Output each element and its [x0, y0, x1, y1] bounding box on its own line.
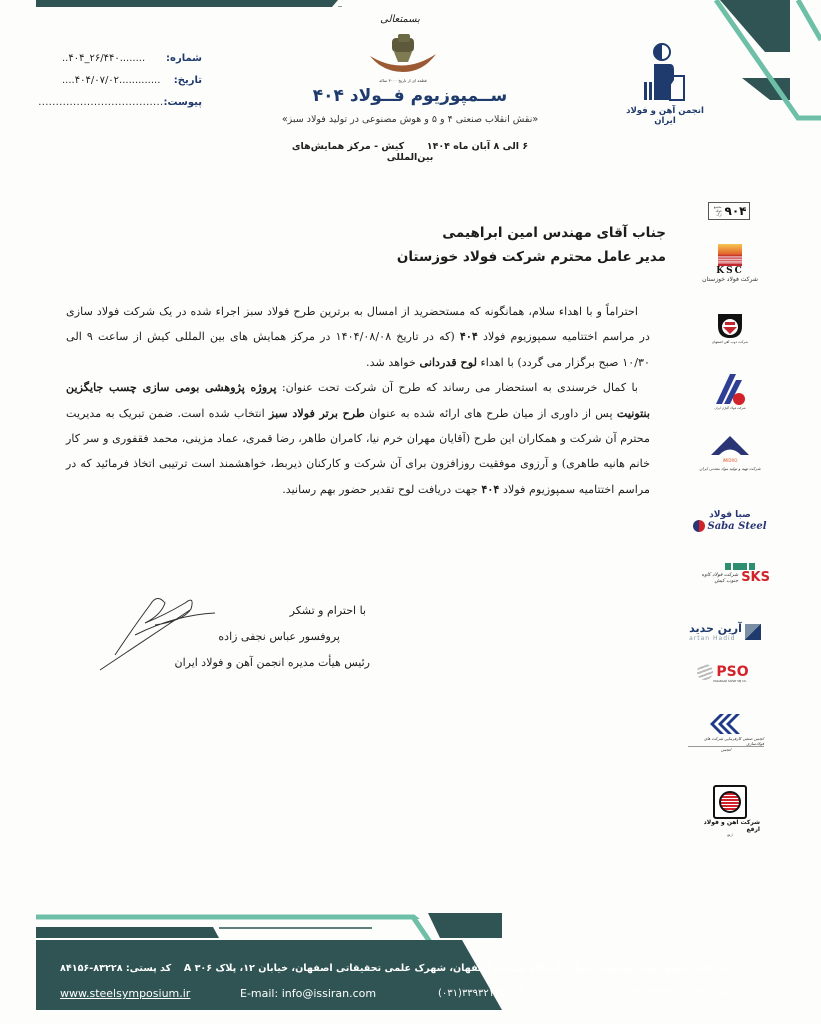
p2-text-c: پس از داوری از میان طرح های ارائه شده به عنوان	[364, 406, 617, 420]
signature-block	[160, 598, 370, 676]
emblem-logo	[368, 32, 438, 83]
sponsor-logo-artan	[680, 622, 770, 642]
sponsor-arfa-name: ارفع	[727, 833, 733, 837]
letter-meta	[38, 48, 202, 114]
footer-postal: کد پستی: ۸۳۲۲۸-۸۴۱۵۶	[60, 963, 172, 974]
symposium-date-venue	[270, 141, 550, 163]
date-label: تاریخ:	[173, 75, 202, 86]
sponsor-1-name: ۹۰۴	[724, 204, 747, 218]
sponsor-saba-name: Saba Steel	[707, 520, 767, 532]
svg-text:IMIDRO: IMIDRO	[722, 458, 738, 463]
sponsor-logo-sks	[690, 563, 770, 585]
sponsor-imidro-caption: شرکت تهیه و تولید مواد معدنی ایران	[699, 466, 761, 471]
letter-body	[66, 299, 650, 502]
closing: با احترام و تشکر	[289, 604, 366, 617]
sponsor-logo-association	[688, 712, 764, 752]
sponsor-saba-caption: صبا فولاد	[709, 510, 751, 520]
sponsor-logo-arfa	[700, 785, 760, 837]
footer-phone: تلفن: ۲۴-۳۳۹۳۲۱۲۱(۰۳۱)	[624, 988, 731, 999]
footer-fax: دورنگار: ۳۳۹۳۲۱۲۵(۰۳۱)	[438, 988, 542, 999]
sponsor-1-caption: مجتمع فولاد ارگ	[713, 205, 722, 217]
attachment-label: پیوست:	[163, 97, 202, 108]
footer-website-link[interactable]: www.steelsymposium.ir	[60, 987, 191, 1000]
iisa-logo	[640, 42, 690, 104]
p1-text-e: خواهد شد.	[366, 355, 420, 369]
sks-arrows-icon	[725, 563, 755, 570]
symposium-subtitle: «نقش انقلاب صنعتی ۴ و ۵ و هوش مصنوعی در تولید فولاد سبز»	[281, 114, 539, 125]
esfahan-emblem-icon	[716, 310, 744, 340]
sponsor-logo-1	[704, 202, 754, 220]
association-chevrons-icon	[706, 712, 746, 736]
alloy-steel-icon	[712, 372, 748, 406]
p2-text-b: پروژه پژوهشی بومی سازی چسب جایگزین بنتونیت	[66, 380, 650, 420]
sponsor-logo-imidro	[695, 436, 765, 471]
p2-text-e: انتخاب شده است. ضمن تبریک به مدیریت محترم آن شرکت و همکاران این طرح (آقایان مهران خرم نیا، کامران طاهر، رضا قمری، عماد مزینی، محمد فقفوری و سر کار خانم هانیه طاهری) و آرزوی موفقیت روزافزون برای آن شرکت و کارکنان ذیربط، خواهشمند است ترتیبی اتخاذ فرمائید که در مراسم اختتامیه سمپوزیوم فولاد	[66, 406, 650, 496]
sponsor-logo-ksc	[700, 244, 760, 283]
sponsor-ksc-caption: شرکت فولاد خوزستان	[702, 276, 758, 283]
header-stripe	[36, 0, 338, 7]
paragraph-2	[66, 375, 650, 502]
footer-email[interactable]: E-mail: info@issiran.com	[240, 987, 377, 1000]
sponsor-pso-caption: PASARGAD SAMAT SEJ CO.	[713, 680, 747, 683]
addressee-name: جناب آقای مهندس امین ابراهیمی	[442, 225, 666, 241]
p2-text-f: ۴۰۴	[481, 481, 500, 496]
p1-text-a: احتراماً و با اهداء سلام، همانگونه که مستحضرید از امسال به برترین طرح فولاد سبز اجراء شده در یک شرکت فولاد سازی در مراسم اختتامیه سمپوزیوم فولاد	[66, 305, 650, 344]
imidro-icon	[711, 436, 749, 466]
number-label: شماره:	[166, 53, 202, 64]
signer-title: رئیس هیأت مدیره انجمن آهن و فولاد ایران	[174, 656, 370, 669]
p2-text-a: با کمال خرسندی به استحضار می رساند که طرح آن شرکت تحت عنوان:	[276, 381, 639, 395]
sponsor-logo-saba	[690, 510, 770, 532]
date-value: ....۴۰۴/۰۷/۰۲.............	[62, 75, 161, 86]
addressee	[397, 221, 666, 269]
sponsor-artan-caption: artan Hadid	[689, 635, 736, 642]
attachment-value: ....................................	[38, 97, 164, 108]
arfa-emblem-icon	[713, 785, 747, 819]
sponsor-esfahan-caption: شرکت ذوب آهن اصفهان	[711, 340, 749, 344]
sponsor-logo-pso	[683, 664, 763, 683]
symposium-venue: کیش - مرکز همایش‌های بین‌المللی	[291, 141, 434, 163]
sponsor-artan-name: آرین حدید	[689, 622, 742, 635]
p1-text-d: لوح قدردانی	[419, 354, 477, 369]
org-name: انجمن آهن و فولاد ایران	[626, 106, 704, 126]
artan-square-icon	[745, 624, 761, 640]
meta-attachment	[38, 92, 202, 114]
symposium-date: ۶ الی ۸ آبان ماه ۱۴۰۴	[426, 141, 529, 152]
sponsor-sks-name: SKS	[741, 570, 770, 585]
meta-date	[62, 70, 202, 92]
sponsor-ksc-name: KSC	[716, 266, 744, 276]
sponsor-association-name: انجمن	[720, 747, 732, 752]
addressee-title: مدیر عامل محترم شرکت فولاد خوزستان	[396, 249, 666, 265]
symposium-title: ســمپوزیوم فــولاد ۴۰۴	[312, 86, 508, 106]
p2-text-g: جهت دریافت لوح تقدیر حضور بهم رسانید.	[282, 482, 482, 496]
sponsor-arfa-caption: شرکت آهن و فولاد ارفع	[703, 819, 760, 833]
sponsor-association-caption: انجمن صنفی کارفرمایی شرکت های فولادسازی	[688, 736, 764, 747]
p2-text-d: طرح برتر فولاد سبز	[268, 405, 365, 420]
sponsor-logo-alloy	[700, 372, 760, 410]
emblem-caption: قطعه ای از تاریخ ۳۰۰۰ ساله	[379, 78, 427, 83]
footer-address: دبیرخانه سمپوزیوم: اصفهان، بلوار دانشگاه صنعتی اصفهان، شهرک علمی تحقیقاتی اصفهان، خیابان ۱۲، پلاک A ۳۰۶	[183, 963, 733, 974]
sponsor-sks-caption: شرکت فولاد کاوه جنوب کیش	[701, 571, 739, 584]
p1-text-b: ۴۰۴	[459, 329, 478, 344]
pso-sphere-icon	[697, 664, 713, 680]
number-value: ..۴۰۴_۲۶/۴۴۰........	[62, 53, 146, 64]
meta-number	[62, 48, 202, 70]
saba-swirl-icon	[693, 520, 705, 532]
signer-name: پروفسور عباس نجفی زاده	[218, 630, 340, 643]
p1-text-c: (که در تاریخ ۱۴۰۴/۰۸/۰۸ در مرکز همایش های بین المللی کیش از ساعت ۹ الی ۱۰/۳۰ صبح برگزار می گردد) با اهداء	[66, 330, 650, 369]
header-stripe-line	[338, 6, 342, 7]
paragraph-1	[66, 299, 650, 375]
sponsor-logo-esfahan	[702, 310, 758, 344]
sponsor-label: بسمتعالی	[380, 14, 420, 25]
sponsor-alloy-caption: شرکت فولاد آلیاژی ایران	[714, 406, 746, 410]
sponsor-pso-name: PSO	[716, 664, 749, 680]
